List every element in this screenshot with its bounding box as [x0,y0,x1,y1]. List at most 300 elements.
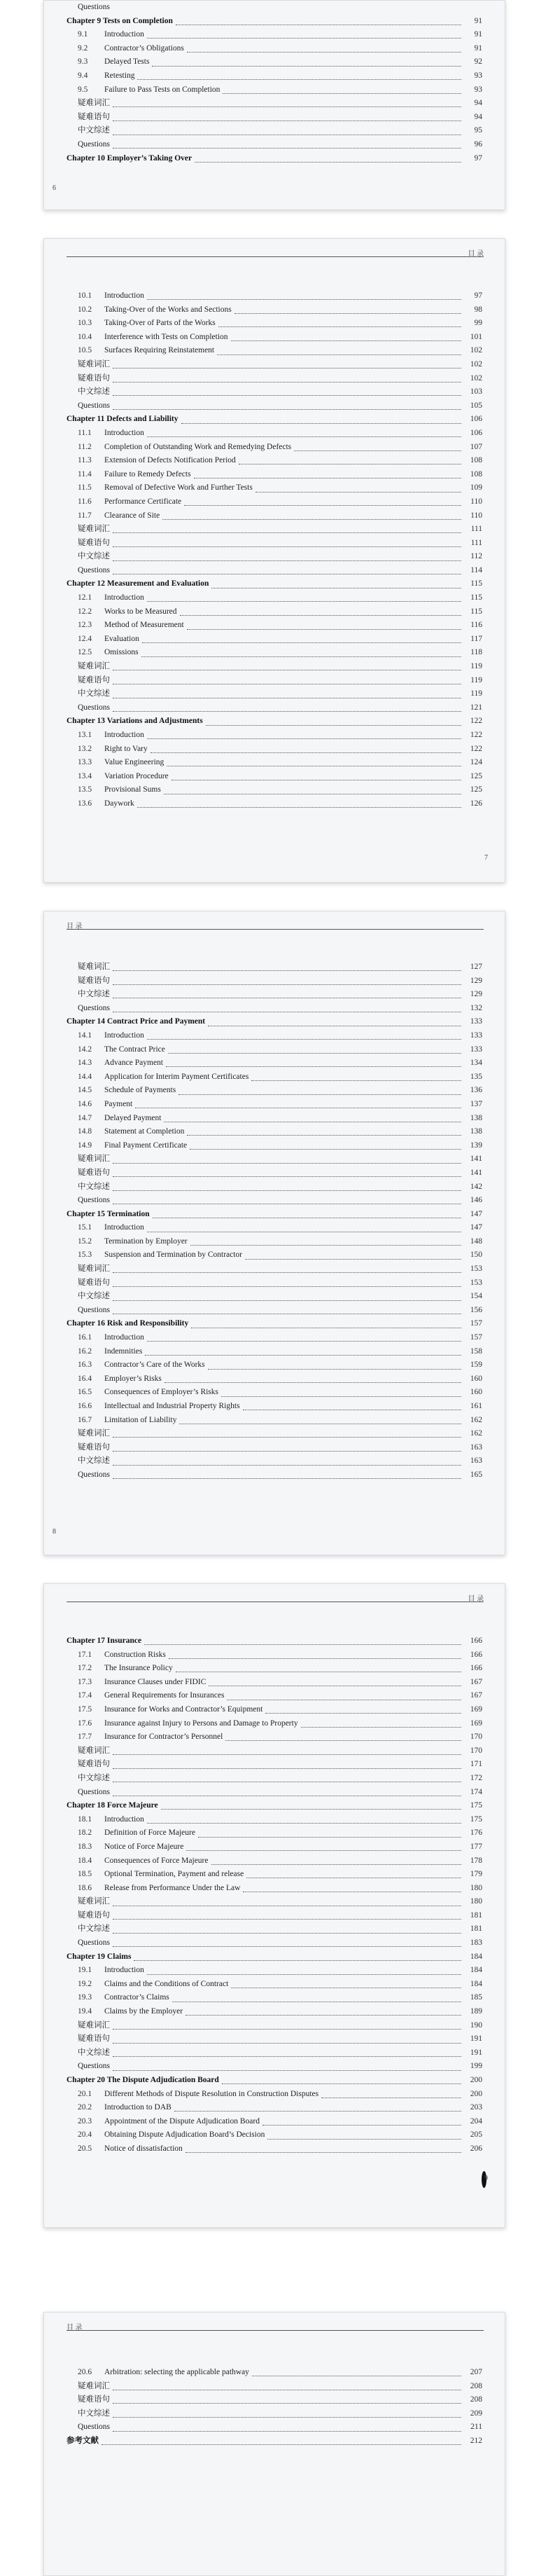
toc-sub-entry [66,1744,482,1758]
dot-leader [113,1279,461,1287]
section-number: 18.5 [78,1870,92,1879]
toc-sub-entry [66,1152,482,1166]
toc-chapter-entry [66,413,482,427]
dot-leader [187,1128,461,1136]
toc-sub-entry [66,1772,482,1786]
section-number: 17.2 [78,1664,92,1673]
dot-leader [113,128,461,135]
toc-section-entry [66,1964,482,1978]
toc-section-entry [66,28,482,42]
entry-title: 中文综述 [78,689,110,698]
entry-page-number: 122 [470,744,482,753]
toc-section-entry [66,1840,482,1854]
dot-leader [113,1761,461,1769]
entry-title: Statement at Completion [104,1127,185,1136]
section-number: 16.5 [78,1388,92,1397]
toc-chapter-entry [66,1208,482,1222]
entry-title: Introduction [104,428,144,437]
dot-leader [206,718,461,726]
page-number: 6 [52,184,56,192]
toc-sub-entry [66,1936,482,1950]
entry-title: 中文综述 [78,1182,110,1191]
entry-title: Employer’s Risks [104,1374,162,1383]
entry-page-number: 108 [470,456,482,465]
dot-leader [245,1252,461,1260]
toc-section-entry [66,1248,482,1262]
section-number: 16.6 [78,1402,92,1410]
toc-section-entry [66,1372,482,1386]
toc-sub-entry [66,2032,482,2046]
toc-sub-entry [66,2046,482,2060]
toc-sub-entry [66,97,482,111]
toc-chapter-entry [66,1634,482,1648]
dot-leader [186,2008,461,2016]
section-number: 11.6 [78,497,92,506]
entry-page-number: 169 [470,1719,482,1728]
entry-page-number: 142 [470,1182,482,1191]
entry-page-number: 160 [470,1388,482,1397]
entry-title: The Insurance Policy [104,1664,173,1673]
entry-title: Completion of Outstanding Work and Remedying Defects [104,442,292,451]
entry-title: Contractor’s Obligations [104,43,184,53]
toc-sub-entry [66,1276,482,1290]
entry-title: Notice of dissatisfaction [104,2144,183,2153]
dot-leader [147,594,461,602]
dot-leader [113,677,461,684]
toc-sub-entry [66,1922,482,1936]
entry-page-number: 91 [474,43,482,53]
section-number: 20.3 [78,2116,92,2126]
entry-page-number: 96 [474,139,482,149]
dot-leader [113,388,461,396]
entry-title: 中文综述 [78,2409,110,2418]
entry-title: Extension of Defects Notification Period [104,456,236,465]
section-number: 14.4 [78,1072,92,1081]
running-header-text: 目 录 [66,2324,83,2332]
section-number: 20.6 [78,2368,92,2376]
entry-title: Chapter 11 Defects and Liability [66,415,178,424]
toc-section-entry [66,303,482,317]
toc-section-entry [66,797,482,811]
toc-section-entry [66,1084,482,1098]
dot-leader [113,4,461,11]
entry-page-number: 170 [470,1746,482,1755]
entry-page-number: 121 [470,703,482,712]
toc-section-entry [66,591,482,605]
entry-title: Claims and the Conditions of Contract [104,1979,229,1988]
dot-leader [198,1830,461,1838]
entry-title: 参考文献 [66,2436,99,2445]
section-number: 19.1 [78,1966,92,1975]
entry-title: Different Methods of Dispute Resolution in Construction Disputes [104,2089,319,2098]
section-number: 13.3 [78,758,92,767]
section-number: 14.2 [78,1045,92,1054]
entry-page-number: 91 [474,16,482,25]
entry-page-number: 103 [470,387,482,397]
dot-leader [113,1293,461,1301]
dot-leader [147,292,461,300]
dot-leader [113,375,461,383]
dot-leader [147,1967,461,1975]
entry-page-number: 172 [470,1773,482,1782]
toc-sub-entry [66,674,482,688]
entry-page-number: 97 [474,291,482,300]
dot-leader [113,402,461,410]
section-number: 11.7 [78,511,92,520]
entry-page-number: 117 [470,634,482,643]
entry-page-number: 204 [470,2116,482,2126]
section-number: 14.7 [78,1113,92,1122]
dot-leader [186,1843,461,1851]
entry-page-number: 211 [470,2423,482,2432]
entry-page-number: 136 [470,1086,482,1095]
toc-section-entry [66,1139,482,1153]
toc-section-entry [66,1703,482,1717]
toc-chapter-entry [66,1317,482,1331]
entry-title: 疑难词汇 [78,1897,110,1906]
toc-sub-entry [66,1786,482,1800]
entry-page-number: 119 [470,689,482,698]
entry-title: Termination by Employer [104,1237,188,1246]
toc-sub-entry [66,1,482,15]
entry-page-number: 185 [470,1993,482,2002]
toc-section-entry [66,770,482,784]
dot-leader [113,567,461,574]
dot-leader [164,1375,461,1383]
entry-title: Questions [78,3,110,11]
entry-page-number: 180 [470,1883,482,1892]
entry-title: Taking-Over of Parts of the Works [104,319,216,328]
toc-section-entry [66,1345,482,1359]
toc-section-entry [66,1098,482,1112]
dot-leader [174,2104,461,2112]
entry-page-number: 162 [470,1429,482,1438]
toc-sub-entry [66,537,482,551]
dot-leader [113,1307,461,1314]
dot-leader [211,1857,462,1865]
toc-list [66,960,482,1482]
entry-title: Taking-Over of the Works and Sections [104,305,232,314]
toc-section-entry [66,743,482,757]
dot-leader [113,1156,461,1164]
entry-page-number: 126 [470,799,482,808]
entry-page-number: 189 [470,2007,482,2016]
entry-title: 疑难语句 [78,1442,110,1452]
running-header-text: 目 录 [468,250,484,258]
entry-page-number: 101 [470,332,482,341]
entry-page-number: 166 [470,1664,482,1673]
dot-leader [113,1775,461,1782]
dot-leader [113,2022,461,2030]
dot-leader [113,525,461,533]
entry-title: Insurance for Works and Contractor’s Equipment [104,1704,263,1714]
section-number: 16.4 [78,1374,92,1383]
toc-page-4 [43,1583,505,2228]
entry-title: Chapter 17 Insurance [66,1637,142,1645]
entry-page-number: 134 [470,1059,482,1068]
entry-page-number: 184 [470,1952,482,1961]
entry-title: 疑难语句 [78,1910,110,1920]
dot-leader [166,1059,461,1067]
entry-page-number: 125 [470,785,482,794]
toc-sub-entry [66,1758,482,1772]
entry-page-number: 166 [470,1637,482,1645]
toc-sub-entry [66,1180,482,1194]
entry-page-number: 122 [470,731,482,739]
entry-title: Chapter 12 Measurement and Evaluation [66,579,209,588]
entry-title: Arbitration: selecting the applicable pathway [104,2368,249,2376]
entry-title: Variation Procedure [104,771,169,780]
entry-title: Construction Risks [104,1650,166,1659]
entry-page-number: 138 [470,1127,482,1136]
toc-sub-entry [66,1290,482,1304]
section-number: 14.1 [78,1031,92,1040]
dot-leader [194,471,461,478]
toc-section-entry [66,1826,482,1840]
entry-title: Definition of Force Majeure [104,1828,195,1838]
toc-chapter-entry [66,577,482,591]
toc-chapter-entry [66,152,482,166]
dot-leader [113,691,461,698]
toc-sub-entry [66,1468,482,1482]
entry-title: Consequences of Employer’s Risks [104,1388,219,1397]
entry-page-number: 191 [470,2034,482,2044]
entry-page-number: 170 [470,1733,482,1742]
dot-leader [191,1321,461,1328]
dot-leader [195,155,461,163]
toc-section-entry [66,1043,482,1057]
dot-leader [187,45,461,53]
toc-sub-entry [66,1166,482,1180]
section-number: 16.3 [78,1361,92,1370]
section-number: 20.2 [78,2103,92,2112]
dot-leader [153,1211,461,1218]
entry-title: Removal of Defective Work and Further Tests [104,483,253,493]
toc-section-entry [66,2366,482,2380]
entry-page-number: 92 [474,57,482,67]
entry-title: Introduction [104,1031,144,1040]
section-number: 13.5 [78,785,92,794]
entry-title: Final Payment Certificate [104,1141,188,1150]
entry-page-number: 125 [470,771,482,780]
dot-leader [113,553,461,561]
toc-sub-entry [66,385,482,399]
toc-section-entry [66,1978,482,1992]
entry-page-number: 153 [470,1265,482,1274]
entry-page-number: 138 [470,1113,482,1122]
dot-leader [147,1032,461,1040]
entry-page-number: 207 [470,2368,482,2376]
page-number: 8 [52,1528,56,1536]
entry-title: Questions [78,1305,110,1314]
dot-leader [113,113,461,121]
entry-title: Schedule of Payments [104,1086,176,1095]
dot-leader [301,1720,461,1728]
entry-title: Value Engineering [104,758,164,767]
section-number: 20.5 [78,2144,92,2153]
entry-page-number: 171 [470,1760,482,1769]
entry-title: Chapter 10 Employer’s Taking Over [66,153,192,163]
dot-leader [145,1348,461,1356]
entry-page-number: 124 [470,758,482,767]
entry-page-number: 176 [470,1828,482,1838]
entry-title: Contractor’s Care of the Works [104,1361,205,1370]
dot-leader [161,1802,461,1810]
toc-section-entry [66,317,482,331]
dot-leader [113,2063,461,2071]
section-number: 17.7 [78,1733,92,1742]
dot-leader [262,2118,461,2126]
dot-leader [208,1362,461,1370]
entry-title: 疑难词汇 [78,1429,110,1438]
entry-page-number: 111 [470,538,482,547]
toc-chapter-entry [66,15,482,29]
toc-sub-entry [66,1895,482,1909]
dot-leader [187,622,461,630]
toc-section-entry [66,83,482,97]
entry-title: Introduction to DAB [104,2103,172,2112]
toc-chapter-entry [66,1015,482,1029]
toc-list [66,289,482,811]
entry-title: Chapter 15 Termination [66,1209,150,1218]
section-number: 15.3 [78,1251,92,1260]
toc-sub-entry [66,2407,482,2421]
dot-leader [172,773,461,780]
section-number: 17.5 [78,1704,92,1714]
dot-leader [221,1389,461,1397]
toc-sub-entry [66,523,482,537]
entry-page-number: 167 [470,1677,482,1686]
entry-title: Obtaining Dispute Adjudication Board’s Decision [104,2130,265,2140]
dot-leader [243,1403,461,1410]
toc-section-entry [66,1868,482,1882]
toc-section-entry [66,2005,482,2019]
entry-page-number: 110 [470,497,482,506]
entry-page-number: 133 [470,1031,482,1040]
toc-section-entry [66,1991,482,2005]
section-number: 9.4 [78,71,88,80]
section-number: 18.1 [78,1814,92,1824]
section-number: 17.3 [78,1677,92,1686]
dot-leader [137,800,461,808]
entry-page-number: 181 [470,1910,482,1920]
entry-title: 疑难词汇 [78,99,110,108]
toc-sub-entry [66,660,482,674]
toc-section-entry [66,1717,482,1731]
entry-title: 疑难词汇 [78,1746,110,1755]
section-number: 17.4 [78,1691,92,1700]
entry-page-number: 180 [470,1897,482,1906]
page-number: 9 [484,2175,488,2182]
entry-title: 中文综述 [78,1456,110,1466]
toc-sub-entry [66,687,482,701]
dot-leader [113,539,461,547]
toc-page-3 [43,911,505,1555]
entry-title: Chapter 14 Contract Price and Payment [66,1017,206,1026]
section-number: 20.1 [78,2089,92,2098]
dot-leader [137,72,461,80]
toc-section-entry [66,495,482,509]
entry-title: General Requirements for Insurances [104,1691,225,1700]
section-number: 12.5 [78,648,92,657]
entry-title: Introduction [104,731,144,739]
section-number: 12.4 [78,634,92,643]
section-number: 13.2 [78,744,92,753]
entry-page-number: 102 [470,346,482,355]
dot-leader [147,1816,461,1824]
section-number: 19.4 [78,2007,92,2016]
dot-leader [113,2396,461,2404]
entry-page-number: 115 [470,607,482,616]
entry-title: Chapter 18 Force Majeure [66,1801,158,1810]
toc-sub-entry [66,1194,482,1208]
entry-page-number: 108 [470,469,482,478]
toc-section-entry [66,1221,482,1235]
toc-section-entry [66,756,482,770]
entry-page-number: 157 [470,1319,482,1328]
dot-leader [113,1899,461,1906]
section-number: 10.2 [78,305,92,314]
toc-list [66,1634,482,2156]
entry-title: Performance Certificate [104,497,182,506]
toc-section-entry [66,1813,482,1827]
entry-page-number: 147 [470,1209,482,1218]
dot-leader [190,1142,461,1150]
toc-section-entry [66,729,482,743]
entry-page-number: 127 [470,963,482,971]
toc-section-entry [66,1882,482,1896]
entry-page-number: 208 [470,2381,482,2390]
entry-title: 疑难词汇 [78,2020,110,2030]
dot-leader [234,306,461,314]
section-number: 14.6 [78,1099,92,1108]
entry-title: 疑难词汇 [78,1155,110,1164]
dot-leader [113,704,461,712]
running-header-text: 目 录 [66,923,83,930]
entry-title: Daywork [104,799,134,808]
entry-title: Failure to Remedy Defects [104,469,191,478]
toc-list [66,1,482,165]
dot-leader [147,1334,461,1342]
entry-page-number: 118 [470,648,482,657]
section-number: 18.3 [78,1842,92,1851]
toc-section-entry [66,2101,482,2115]
dot-leader [113,991,461,998]
entry-page-number: 183 [470,1938,482,1948]
toc-section-entry [66,1662,482,1676]
entry-page-number: 102 [470,359,482,369]
entry-title: Application for Interim Payment Certificates [104,1072,249,1081]
section-number: 13.6 [78,799,92,808]
section-number: 11.4 [78,469,92,478]
entry-title: Chapter 16 Risk and Responsibility [66,1319,189,1328]
dot-leader [169,1651,461,1659]
dot-leader [113,1458,461,1466]
entry-page-number: 167 [470,1691,482,1700]
entry-title: 中文综述 [78,990,110,999]
dot-leader [113,1005,461,1012]
entry-title: Chapter 20 The Dispute Adjudication Board [66,2076,219,2084]
toc-sub-entry [66,960,482,974]
entry-page-number: 107 [470,442,482,451]
toc-section-entry [66,1689,482,1703]
entry-title: Questions [78,1787,110,1796]
dot-leader [231,1981,461,1988]
entry-page-number: 132 [470,1003,482,1012]
entry-page-number: 157 [470,1333,482,1342]
entry-page-number: 162 [470,1415,482,1424]
toc-section-entry [66,605,482,619]
